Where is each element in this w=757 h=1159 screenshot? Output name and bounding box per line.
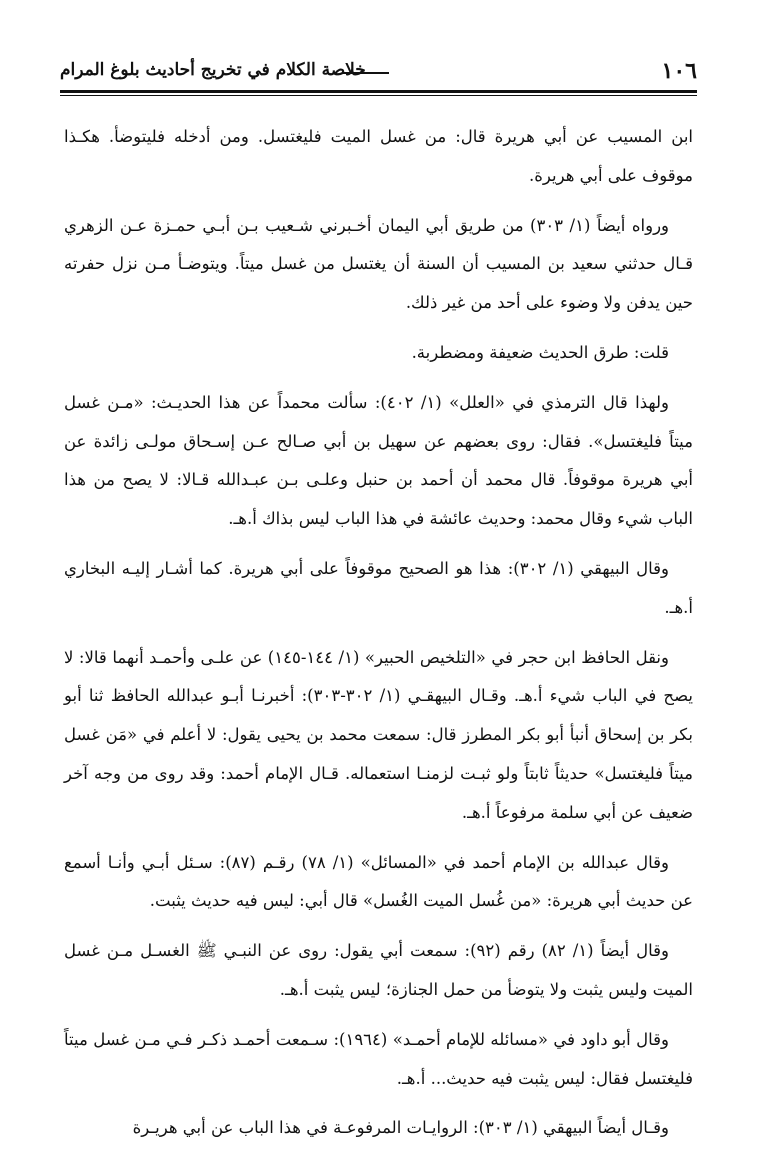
paragraph-3: قلت: طرق الحديث ضعيفة ومضطربة. — [411, 342, 669, 362]
header-rule-thin — [60, 95, 697, 96]
paragraph-2: ورواه أيضاً (١/ ٣٠٣) من طريق أبي اليمان أخـبرني شـعيب بـن أبـي حمـزة عـن الزهري قـال حدثني سعيد بن المسيب أن السنة أن يغتسل من غسل ميتاً. ويتوضـأ مـن نزل حفرته حين يدفن ولا وضوء على أحد من غير ذلك. — [64, 215, 693, 313]
paragraph-10: وقـال أيضاً البيهقي (١/ ٣٠٣): الروايـات المرفوعـة في هذا الباب عن أبي هريـرة — [132, 1118, 669, 1138]
paragraph-7: وقال عبدالله بن الإمام أحمد في «المسائل» (١/ ٧٨) رقـم (٨٧): سـئل أبـي وأنـا أسمع عن حديث أبي هريرة: «من غُسل الميت الغُسل» قال أبي: ليس فيه حديث يثبت. — [64, 852, 693, 911]
paragraph-1: ابن المسيب عن أبي هريرة قال: من غسل الميت فليغتسل. ومن أدخله فليتوضأ. هكـذا موقوف على أبي هريرة. — [64, 127, 693, 185]
body-text — [64, 118, 693, 1159]
paragraph-6: ونقل الحافظ ابن حجر في «التلخيص الحبير» (١/ ١٤٤-١٤٥) عن علـى وأحمـد أنهما قالا: لا يصح في الباب شيء أ.هـ. وقـال البيهقـي (١/ ٣٠٢-٣٠٣): أخبرنـا أبـو عبدالله الحافظ ثنا أبو بكر بن إسحاق أنبأ أبو بكر المطرز قال: سمعت محمد بن يحيى يقول: لا أعلم في «مَن غسل ميتاً فليغتسل» حديثاً ثابتاً ولو ثبـت لزمنـا استعماله. قـال الإمام أحمد: وقد روى من وجه آخر ضعيف عن أبي سلمة مرفوعاً أ.هـ. — [64, 647, 693, 822]
running-title: خلاصة الكلام في تخريج أحاديث بلوغ المرام — [60, 60, 366, 80]
page-number: ١٠٦ — [661, 58, 697, 84]
header-rule-thick — [60, 90, 697, 93]
paragraph-8: وقال أيضاً (١/ ٨٢) رقم (٩٢): سمعت أبي يقول: روى عن النبـي ﷺ الغسـل مـن غسل الميت وليس يثبت ولا يتوضأ من حمل الجنازة؛ ليس يثبت أ.هـ. — [64, 941, 693, 999]
paragraph-4: ولهذا قال الترمذي في «العلل» (١/ ٤٠٢): سألت محمداً عن هذا الحديـث: «مـن غسل ميتاً فليغتسل». فقال: روى بعضهم عن سهيل بن أبي صـالح عـن إسـحاق مولـى زائدة عن أبي هريرة موقوفاً. قال محمد أن أحمد بن حنبل وعلـى بـن عبـدالله قـالا: لا يصح من هذا الباب شيء وقال محمد: وحديث عائشة في هذا الباب ليس بذاك أ.هـ. — [64, 392, 693, 529]
page-header — [60, 56, 697, 86]
paragraph-5: وقال البيهقي (١/ ٣٠٢): هذا هو الصحيح موقوفاً على أبي هريرة. كما أشـار إليـه البخاري أ.هـ. — [64, 558, 693, 617]
paragraph-9: وقال أبو داود في «مسائله للإمام أحمـد» (١٩٦٤): سـمعت أحمـد ذكـر فـي مـن غسل ميتاً فليغتسل فقال: ليس يثبت فيه حديث... أ.هـ. — [64, 1029, 693, 1088]
